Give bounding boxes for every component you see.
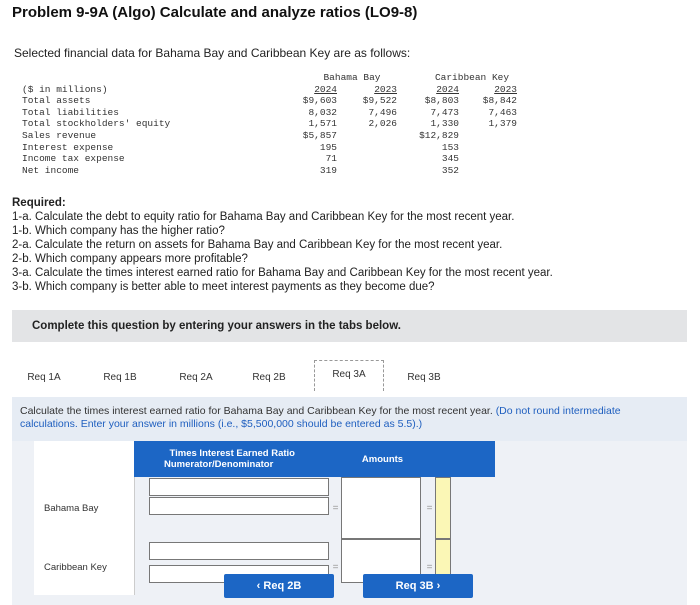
answer-table [34,441,495,595]
instruction-box [12,397,687,441]
complete-prompt-bar [12,310,687,342]
next-req-label: Req 3B [395,580,434,592]
year-header: 2024 [436,83,459,95]
prev-req-button[interactable] [224,574,334,598]
equals-sign: = [426,561,433,573]
fin-cell: 8,032 [308,106,337,118]
required-item: 1-a. Calculate the debt to equity ratio for Bahama Bay and Caribbean Key for the most recent year. [12,211,515,223]
spacer [134,477,149,496]
fin-cell: 345 [441,153,459,165]
bahama-numerator-input[interactable] [149,478,329,496]
caribbean-numerator-input[interactable] [149,542,329,560]
fin-row-label: Total assets [22,95,91,107]
fin-cell: $5,857 [302,129,337,141]
fin-cell: 7,473 [430,106,459,118]
bahama-denominator-input[interactable] [149,497,329,515]
fin-cell: $9,522 [362,95,397,107]
required-item: 2-a. Calculate the return on assets for Bahama Bay and Caribbean Key for the most recent year. [12,239,503,251]
instruction-main: Calculate the times interest earned ratio for Bahama Bay and Caribbean Key for the most recent year. [20,405,493,417]
tab-req-2b[interactable]: Req 2B [252,372,286,383]
fin-row-label: Total liabilities [22,106,119,118]
fin-cell: $9,603 [302,95,337,107]
fin-cell: 153 [441,141,459,153]
spacer [329,496,331,515]
spacer [134,539,149,562]
fin-cell: 319 [319,164,337,176]
fin-cell: 1,571 [308,118,337,130]
complete-prompt-text: Complete this question by entering your answers in the tabs below. [32,320,401,332]
company2-header: Caribbean Key [434,72,510,83]
spacer [134,496,149,515]
ratio-header-title: Times Interest Earned Ratio [169,448,295,459]
instruction-note: (Do not round intermediate calculations. Enter your answer in millions (i.e., $5,500,000 should be entered as 5.5).) [20,405,621,430]
prev-req-label: Req 2B [263,580,302,592]
year-header: 2023 [374,83,397,95]
company1-header: Bahama Bay [323,72,381,83]
header-spacer [435,441,495,477]
cell-wrap [149,496,329,515]
bahama-ratio-input[interactable] [435,477,451,539]
units-label: ($ in millions) [22,83,108,95]
ratio-header-sub: Numerator/Denominator [164,459,274,470]
spacer [149,515,329,539]
fin-cell: 7,496 [368,106,397,118]
problem-title: Problem 9-9A (Algo) Calculate and analyze ratios (LO9-8) [12,4,418,21]
fin-cell: 2,026 [368,118,397,130]
row-label-caribbean-key: Caribbean Key [34,539,134,595]
instruction-text [20,405,680,431]
year-header: 2024 [314,83,337,95]
fin-cell: $8,803 [424,95,459,107]
required-item: 2-b. Which company appears more profitable? [12,253,248,265]
required-item: 3-b. Which company is better able to meet interest payments as they become due? [12,281,435,293]
chevron-right-icon: › [436,580,441,592]
fin-row-label: Income tax expense [22,153,125,165]
cell-wrap [149,539,329,562]
fin-row-label: Total stockholders' equity [22,118,171,130]
header-spacer [331,441,341,477]
chevron-left-icon: ‹ [256,580,261,592]
required-section [12,196,553,294]
fin-cell: 1,330 [430,118,459,130]
next-req-button[interactable] [363,574,473,598]
tab-bar [12,358,687,398]
amounts-header: Amounts [341,441,425,477]
cell-wrap [149,477,329,496]
header-spacer [425,441,435,477]
fin-row-label: Net income [22,164,80,176]
intro-text: Selected financial data for Bahama Bay and Caribbean Key are as follows: [14,46,411,60]
row-label-bahama-bay: Bahama Bay [34,477,134,539]
tab-req-3b[interactable]: Req 3B [407,372,441,383]
spacer [134,562,149,585]
fin-cell: $8,842 [482,95,517,107]
fin-cell: 71 [325,153,337,165]
equals-sign: = [332,502,339,514]
spacer [134,585,149,595]
tab-req-2a[interactable]: Req 2A [179,372,213,383]
required-item: 1-b. Which company has the higher ratio? [12,225,225,237]
fin-row-label: Interest expense [22,141,114,153]
fin-cell: 1,379 [488,118,517,130]
fin-cell: 195 [319,141,337,153]
cell-wrap [341,477,425,539]
fin-cell: 352 [441,164,459,176]
tab-req-3a[interactable]: Req 3A [314,360,384,391]
fin-cell: 7,463 [488,106,517,118]
fin-cell: $12,829 [419,129,459,141]
equals-sign: = [332,561,339,573]
spacer [329,515,331,539]
cell-wrap [435,477,495,539]
tab-req-1a[interactable]: Req 1A [27,372,61,383]
equals-sign: = [426,502,433,514]
spacer [134,515,149,539]
year-header: 2023 [494,83,517,95]
required-heading: Required: [12,197,66,209]
tab-req-1b[interactable]: Req 1B [103,372,137,383]
required-item: 3-a. Calculate the times interest earned ratio for Bahama Bay and Caribbean Key for the most recent year. [12,267,553,279]
answer-area [12,441,687,605]
fin-row-label: Sales revenue [22,129,97,141]
bahama-amount-input[interactable] [341,477,421,539]
ratio-header [134,441,331,477]
answer-corner-cell [34,441,134,477]
